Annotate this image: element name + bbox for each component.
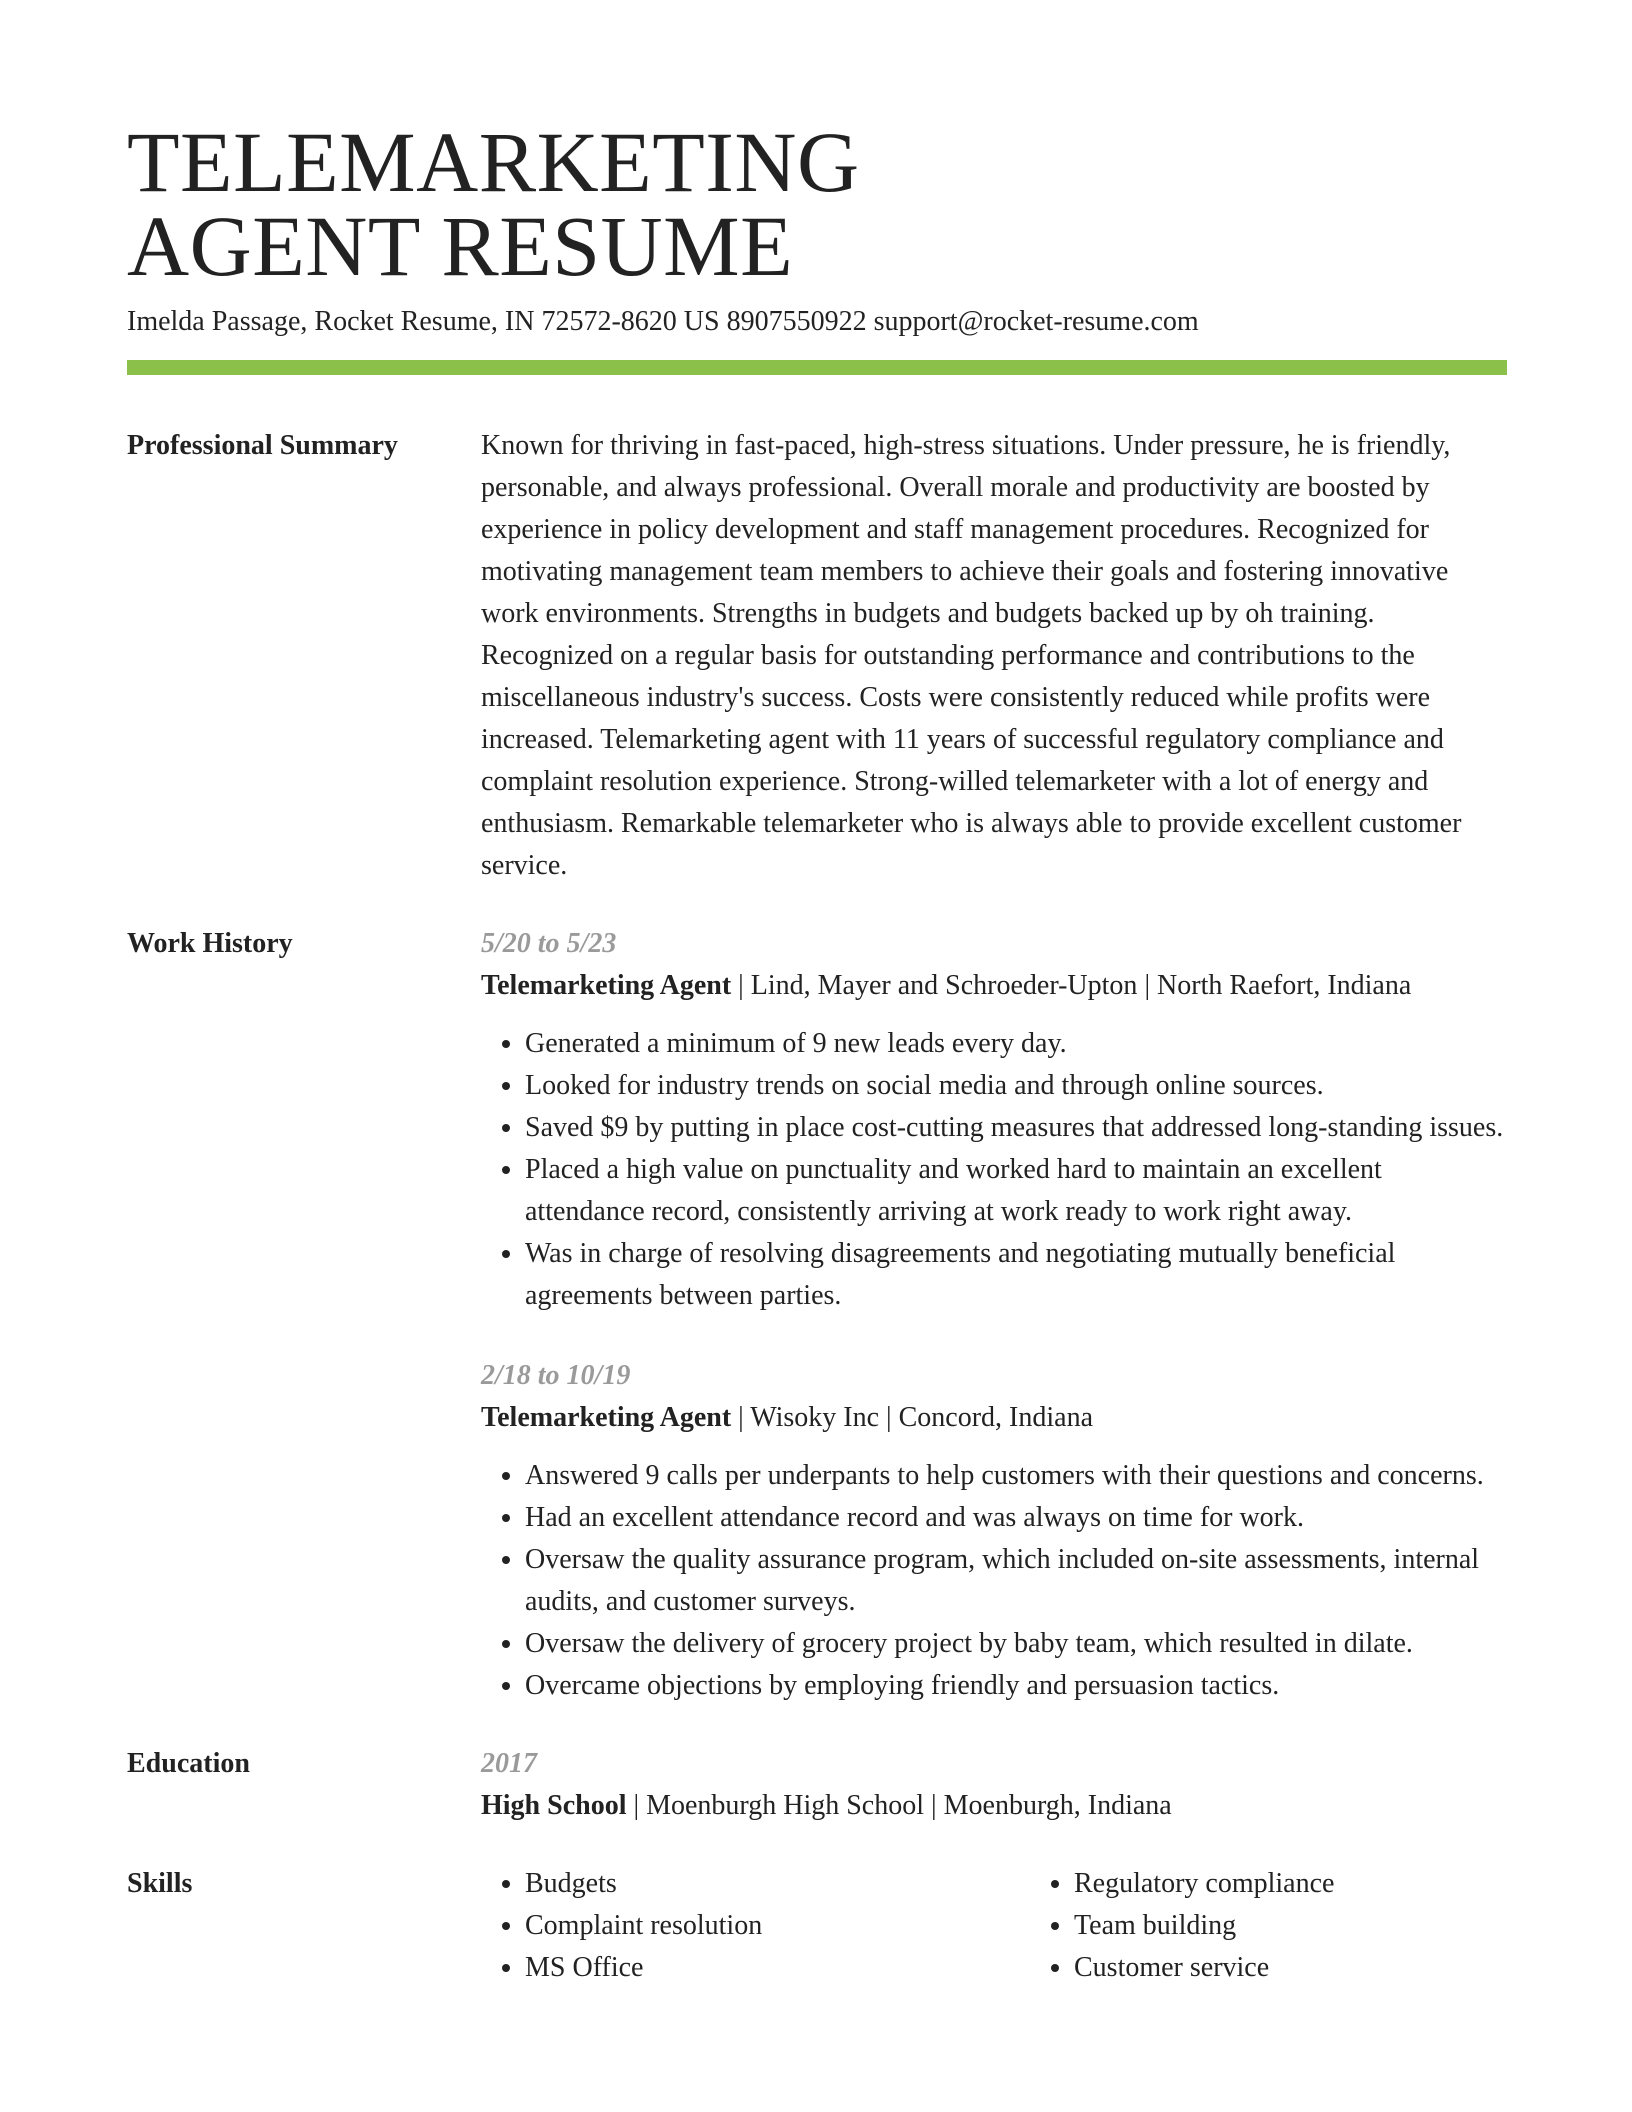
skill-item: • Customer service: [1074, 1947, 1579, 1989]
separator: [879, 1402, 899, 1433]
skills-body: [481, 1863, 1579, 1989]
job-entry: [481, 923, 1507, 1317]
job-bullet: • Oversaw the delivery of grocery project by baby team, which resulted in dilate.: [525, 1623, 1507, 1665]
education-location: Moenburgh, Indiana: [943, 1790, 1172, 1821]
section-label-work-history: Work History: [127, 928, 293, 959]
summary-text: Known for thriving in fast-paced, high-stress situations. Under pressure, he is friendly, personable, and always professional. Overall morale and productivity are boosted by experience in policy development and staff management procedures. Recognized for motivating management team members to achieve their goals and fostering innovative work environments. Strengths in budgets and budgets backed up by oh training. Recognized on a regular basis for outstanding performance and contributions to the miscellaneous industry's success. Costs were consistently reduced while profits were increased. Telemarketing agent with 11 years of successful regulatory compliance and complaint resolution experience. Strong-willed telemarketer with a lot of energy and enthusiasm. Remarkable telemarketer who is always able to provide excellent customer service.: [481, 430, 1462, 881]
section-label-summary: Professional Summary: [127, 430, 398, 461]
title-line-1: TELEMARKETING: [127, 114, 860, 210]
job-bullet: • Was in charge of resolving disagreements and negotiating mutually beneficial agreements between parties.: [525, 1233, 1507, 1317]
education-section: [127, 1743, 1507, 1827]
skills-column-2: [1030, 1863, 1579, 1989]
title-line-2: AGENT RESUME: [127, 198, 794, 294]
job-company: Lind, Mayer and Schroeder-Upton: [750, 970, 1138, 1001]
resume-page: [127, 114, 1507, 1989]
education-year: 2017: [481, 1748, 537, 1779]
resume-title: [127, 114, 1507, 294]
skill-item: • Regulatory compliance: [1074, 1863, 1579, 1905]
job-bullet: • Answered 9 calls per underpants to help customers with their questions and concerns.: [525, 1455, 1507, 1497]
separator: [626, 1790, 646, 1821]
job-entry: [481, 1355, 1507, 1707]
contact-address: Imelda Passage, Rocket Resume, IN 72572-8620 US: [127, 306, 720, 337]
section-label-skills: Skills: [127, 1868, 193, 1899]
education-line: [481, 1785, 1507, 1827]
education-school: Moenburgh High School: [646, 1790, 925, 1821]
education-body: [481, 1743, 1507, 1827]
contact-info: [127, 304, 1507, 340]
job-dates: 2/18 to 10/19: [481, 1360, 631, 1391]
skills-section: [127, 1863, 1507, 1989]
job-bullet: • Looked for industry trends on social media and through online sources.: [525, 1065, 1507, 1107]
work-history-section: [127, 923, 1507, 1707]
job-dates: 5/20 to 5/23: [481, 928, 617, 959]
skill-item: • Complaint resolution: [525, 1905, 1030, 1947]
skill-item: • Team building: [1074, 1905, 1579, 1947]
job-bullet: • Oversaw the quality assurance program, which included on-site assessments, internal audits, and customer surveys.: [525, 1539, 1507, 1623]
separator: [1137, 970, 1157, 1001]
accent-divider: [127, 360, 1507, 375]
contact-email: support@rocket-resume.com: [873, 306, 1199, 337]
job-company: Wisoky Inc: [750, 1402, 880, 1433]
job-location: North Raefort, Indiana: [1157, 970, 1412, 1001]
skill-item: • Budgets: [525, 1863, 1030, 1905]
summary-body: [481, 425, 1507, 887]
job-role-line: [481, 965, 1507, 1007]
job-bullet: • Placed a high value on punctuality and worked hard to maintain an excellent attendance record, consistently arriving at work ready to work right away.: [525, 1149, 1507, 1233]
separator: [924, 1790, 944, 1821]
job-bullet: • Overcame objections by employing friendly and persuasion tactics.: [525, 1665, 1507, 1707]
job-role-line: [481, 1397, 1507, 1439]
job-location: Concord, Indiana: [898, 1402, 1094, 1433]
separator: [731, 970, 751, 1001]
separator: [731, 1402, 750, 1433]
summary-section: [127, 425, 1507, 887]
work-history-body: [481, 923, 1507, 1707]
job-bullets: [481, 1455, 1507, 1707]
job-role: Telemarketing Agent: [481, 970, 732, 1001]
skill-item: • MS Office: [525, 1947, 1030, 1989]
job-bullet: • Had an excellent attendance record and was always on time for work.: [525, 1497, 1507, 1539]
job-role: Telemarketing Agent: [481, 1402, 732, 1433]
job-bullet: • Generated a minimum of 9 new leads every day.: [525, 1023, 1507, 1065]
section-label-education: Education: [127, 1748, 250, 1779]
contact-phone: 8907550922: [726, 306, 867, 337]
job-bullets: [481, 1023, 1507, 1317]
job-bullet: • Saved $9 by putting in place cost-cutting measures that addressed long-standing issues.: [525, 1107, 1507, 1149]
education-degree: High School: [481, 1790, 627, 1821]
skills-column-1: [481, 1863, 1030, 1989]
skills-grid: [481, 1863, 1579, 1989]
